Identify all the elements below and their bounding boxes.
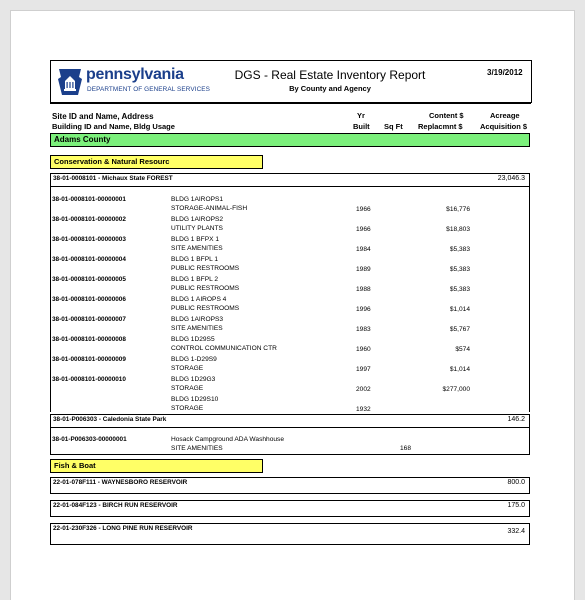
building-id: 38-01-0008101-00000006	[52, 296, 126, 303]
site-id: 22-01-230F326 - LONG PINE RUN RESERVOIR	[53, 525, 193, 532]
site-group-border	[529, 187, 530, 412]
building-name	[171, 275, 239, 293]
site-acreage: 332.4	[507, 528, 525, 535]
building-usage: PUBLIC RESTROOMS	[171, 285, 240, 292]
building-id: 38-01-0008101-00000010	[52, 376, 126, 383]
building-name	[171, 195, 247, 213]
site-group-border	[50, 428, 51, 454]
building-year: 1996	[356, 306, 371, 313]
site-id: 38-01-0008101 - Michaux State FOREST	[53, 175, 173, 182]
site-row	[50, 477, 530, 494]
building-name	[171, 335, 277, 353]
building-name-text: Hosack Campground ADA Washhouse	[171, 436, 285, 443]
site-group-bottom	[50, 454, 530, 455]
building-content: $18,803	[446, 226, 470, 233]
building-name	[171, 395, 218, 413]
building-usage: PUBLIC RESTROOMS	[171, 305, 240, 312]
building-sqft: 168	[400, 445, 412, 452]
building-name-text: BLDG 1AIROPS3	[171, 316, 224, 323]
logo-name: pennsylvania	[86, 66, 184, 83]
site-group-border	[50, 187, 51, 412]
building-content: $1,014	[449, 366, 470, 373]
county-name: Adams County	[54, 135, 111, 144]
building-content: $5,383	[449, 246, 470, 253]
building-id: 38-01-0008101-00000007	[52, 316, 126, 323]
building-content: $277,000	[442, 386, 470, 393]
building-year: 1989	[356, 266, 371, 273]
agency-name: Fish & Boat	[54, 461, 96, 470]
building-year: 1988	[356, 286, 371, 293]
site-acreage: 175.0	[507, 502, 525, 509]
building-name	[171, 215, 223, 233]
col-acreage: Acreage	[490, 111, 520, 120]
building-id: 38-01-0008101-00000004	[52, 256, 126, 263]
building-usage: PUBLIC RESTROOMS	[171, 265, 240, 272]
building-usage: SITE AMENITIES	[171, 325, 223, 332]
logo-subtitle: DEPARTMENT OF GENERAL SERVICES	[87, 86, 211, 93]
header-rule	[50, 102, 531, 104]
site-row	[50, 414, 530, 428]
building-name-text: BLDG 1D29G3	[171, 376, 216, 383]
building-id: 38-01-P006303-00000001	[52, 436, 127, 443]
report-title: DGS - Real Estate Inventory Report	[234, 68, 426, 82]
building-name-text: BLDG 1AIROPS1	[171, 196, 224, 203]
site-id: 38-01-P006303 - Caledonia State Park	[53, 416, 167, 423]
building-name	[171, 435, 284, 453]
building-year: 2002	[356, 386, 371, 393]
building-name	[171, 355, 217, 373]
site-group-border	[529, 428, 530, 454]
top-rule	[50, 60, 531, 61]
header-left-border	[50, 60, 51, 103]
building-usage: SITE AMENITIES	[171, 245, 223, 252]
report-date: 3/19/2012	[487, 68, 523, 77]
header-right-border	[531, 60, 532, 103]
agency-heading	[50, 155, 263, 169]
building-content: $5,383	[449, 266, 470, 273]
building-name-text: BLDG 1 BFPX 1	[171, 236, 220, 243]
building-name-text: BLDG 1D29S10	[171, 396, 219, 403]
site-acreage: 146.2	[507, 416, 525, 423]
col-yr-top: Yr	[357, 111, 365, 120]
building-usage: STORAGE-ANIMAL-FISH	[171, 205, 248, 212]
building-name	[171, 375, 215, 393]
building-content: $5,767	[449, 326, 470, 333]
col-bldg-label: Building ID and Name, Bldg Usage	[52, 122, 175, 131]
building-usage: STORAGE	[171, 385, 204, 392]
building-year: 1966	[356, 206, 371, 213]
building-name-text: BLDG 1 BFPL 2	[171, 276, 219, 283]
agency-name: Conservation & Natural Resourc	[54, 157, 170, 166]
building-name	[171, 255, 239, 273]
building-name-text: BLDG 1 BFPL 1	[171, 256, 219, 263]
building-id: 38-01-0008101-00000001	[52, 196, 126, 203]
building-content: $1,014	[449, 306, 470, 313]
site-row	[50, 173, 530, 187]
report-subtitle: By County and Agency	[289, 84, 371, 93]
building-id: 38-01-0008101-00000008	[52, 336, 126, 343]
col-sqft: Sq Ft	[384, 122, 403, 131]
building-name-text: BLDG 1 AIROPS 4	[171, 296, 227, 303]
building-year: 1932	[356, 406, 371, 413]
building-year: 1984	[356, 246, 371, 253]
building-usage: SITE AMENITIES	[171, 445, 223, 452]
site-acreage: 800.0	[507, 479, 525, 486]
site-id: 22-01-078F111 - WAYNESBORO RESERVOIR	[53, 479, 188, 486]
building-name	[171, 315, 223, 333]
building-year: 1983	[356, 326, 371, 333]
building-year: 1960	[356, 346, 371, 353]
county-heading	[50, 133, 530, 147]
building-name-text: BLDG 1-D29S9	[171, 356, 217, 363]
building-usage: STORAGE	[171, 405, 204, 412]
col-site-label: Site ID and Name, Address	[52, 112, 154, 121]
building-year: 1997	[356, 366, 371, 373]
building-content: $5,383	[449, 286, 470, 293]
site-id: 22-01-084F123 - BIRCH RUN RESERVOIR	[53, 502, 178, 509]
building-name-text: BLDG 1D29S5	[171, 336, 215, 343]
col-content: Content $	[429, 111, 464, 120]
building-content: $574	[455, 346, 470, 353]
building-id: 38-01-0008101-00000005	[52, 276, 126, 283]
col-acquisition: Acquisition $	[480, 122, 528, 131]
site-row	[50, 500, 530, 517]
building-name	[171, 295, 239, 313]
building-year: 1966	[356, 226, 371, 233]
site-row	[50, 523, 530, 545]
col-replacement: Replacmnt $	[418, 122, 463, 131]
agency-heading	[50, 459, 263, 473]
building-id: 38-01-0008101-00000009	[52, 356, 126, 363]
building-name	[171, 235, 223, 253]
building-usage: UTILITY PLANTS	[171, 225, 223, 232]
keystone-capitol-icon	[57, 67, 83, 97]
col-yr-built: Built	[353, 122, 370, 131]
building-usage: STORAGE	[171, 365, 204, 372]
building-id: 38-01-0008101-00000003	[52, 236, 126, 243]
site-acreage: 23,046.3	[497, 175, 525, 182]
building-content: $16,776	[446, 206, 470, 213]
building-id: 38-01-0008101-00000002	[52, 216, 126, 223]
building-usage: CONTROL COMMUNICATION CTR	[171, 345, 277, 352]
building-name-text: BLDG 1AIROPS2	[171, 216, 224, 223]
